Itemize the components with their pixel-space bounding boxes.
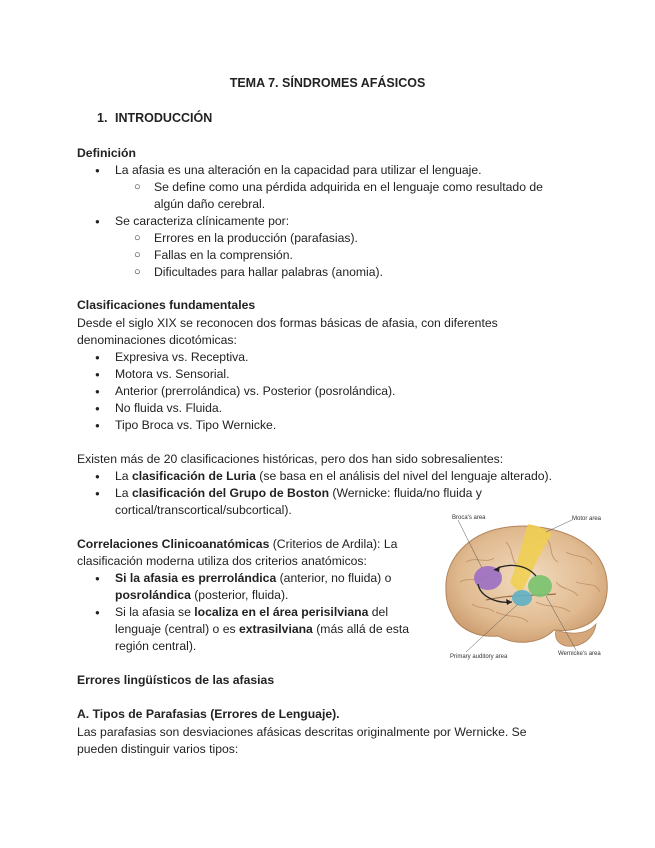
section-number: 1. (97, 111, 108, 125)
brain-language-areas-figure (436, 512, 614, 662)
boston-line2: cortical/transcortical/subcortical). (115, 503, 292, 517)
perisilviana-line2: lenguaje (central) o es extrasilviana (más allá de esta (115, 622, 410, 636)
label-auditory: Primary auditory area (450, 654, 508, 660)
document-title: TEMA 7. SÍNDROMES AFÁSICOS (229, 76, 426, 90)
list-item-tipo-broca: ● Tipo Broca vs. Tipo Wernicke. (115, 417, 276, 434)
subbullet-perdida-line1: ○ Se define como una pérdida adquirida en el lenguaje como resultado de (154, 179, 543, 196)
correlaciones-line2: clasificación moderna utiliza dos criterios anatómicos: (77, 554, 367, 568)
bullet-prerrolandica: ● Si la afasia es prerrolándica (anterior, no fluida) o (115, 570, 391, 587)
heading-clasificaciones: Clasificaciones fundamentales (77, 298, 256, 312)
historicas-text: Existen más de 20 clasificaciones históricas, pero dos han sido sobresalientes: (77, 452, 504, 466)
label-broca: Broca's area (452, 515, 486, 521)
subbullet-fallas-comprension: ○ Fallas en la comprensión. (154, 247, 293, 264)
perisilviana-line3: región central). (115, 639, 197, 653)
bullet-luria: ● La clasificación de Luria (se basa en el análisis del nivel del lenguaje alterado). (115, 468, 552, 485)
bullet-boston: ● La clasificación del Grupo de Boston (Wernicke: fluida/no fluida y (115, 485, 482, 502)
list-item-no-fluida: ● No fluida vs. Fluida. (115, 400, 222, 417)
clasificaciones-intro-line2: denominaciones dicotómicas: (77, 333, 237, 347)
subbullet-perdida-line2: algún daño cerebral. (154, 197, 266, 211)
bullet-perisilviana: ● Si la afasia se localiza en el área perisilviana del (115, 604, 388, 621)
section-heading-introduccion (97, 111, 212, 125)
bullet-caracteriza: ● Se caracteriza clínicamente por: (115, 213, 289, 230)
heading-errores: Errores lingüísticos de las afasias (77, 673, 275, 687)
label-motor: Motor area (572, 516, 602, 522)
parafasias-line1: Las parafasias son desviaciones afásicas descritas originalmente por Wernicke. Se (77, 725, 527, 739)
subbullet-errores-produccion: ○ Errores en la producción (parafasias). (154, 230, 358, 247)
subbullet-dificultades-palabras: ○ Dificultades para hallar palabras (anomia). (154, 264, 383, 281)
prerrolandica-line2: posrolándica (posterior, fluida). (115, 588, 289, 602)
clasificaciones-intro-line1: Desde el siglo XIX se reconocen dos formas básicas de afasia, con diferentes (77, 316, 498, 330)
subheading-parafasias: A. Tipos de Parafasias (Errores de Lenguaje). (77, 707, 340, 721)
parafasias-line2: pueden distinguir varios tipos: (77, 742, 239, 756)
wernicke-area (528, 575, 552, 597)
bullet-afasia-definicion: ● La afasia es una alteración en la capacidad para utilizar el lenguaje. (115, 162, 482, 179)
label-wernicke: Wernicke's area (558, 651, 601, 657)
section-label: INTRODUCCIÓN (115, 111, 213, 125)
heading-definicion: Definición (77, 146, 136, 160)
list-item-motora: ● Motora vs. Sensorial. (115, 366, 229, 383)
correlaciones-heading: Correlaciones Clinicoanatómicas (Criterios de Ardila): La (77, 537, 398, 551)
list-item-anterior: ● Anterior (prerrolándica) vs. Posterior (posrolándica). (115, 383, 395, 400)
auditory-area (512, 590, 532, 606)
list-item-expresiva: ● Expresiva vs. Receptiva. (115, 349, 248, 366)
